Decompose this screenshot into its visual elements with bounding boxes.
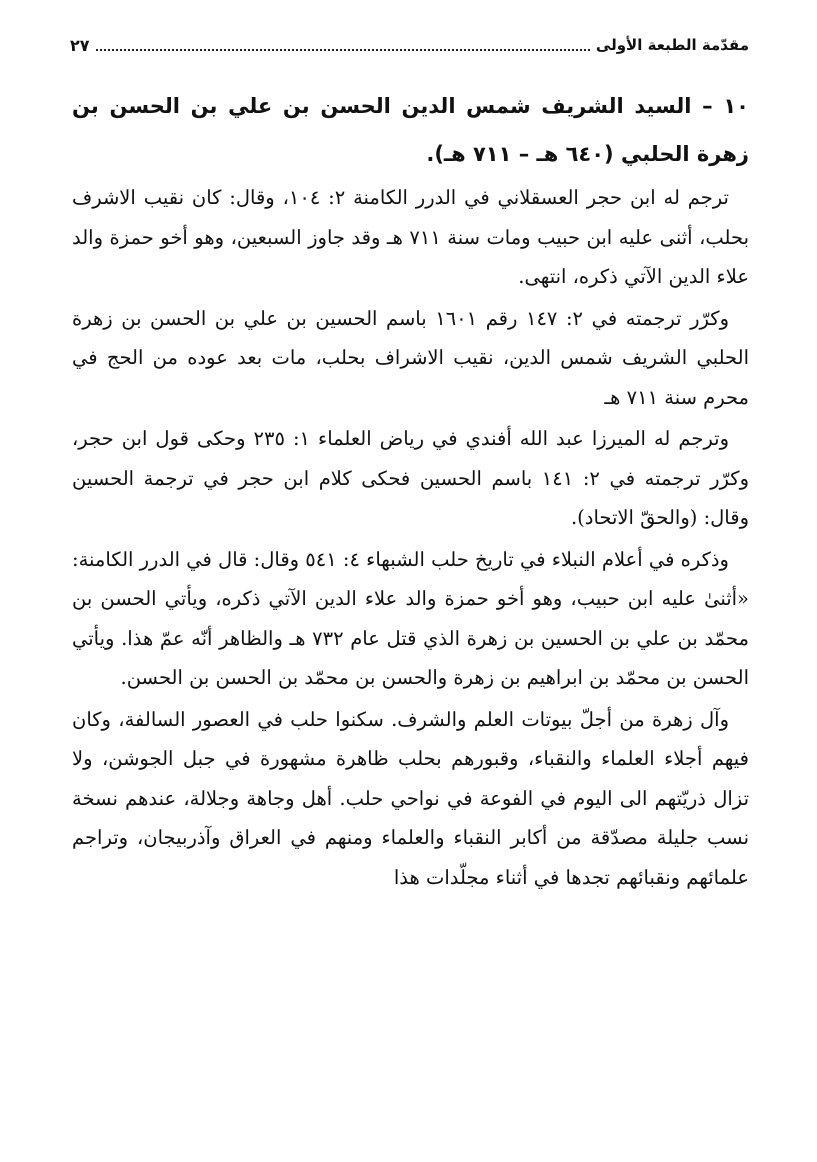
paragraph: وآل زهرة من أجلّ بيوتات العلم والشرف. سكنوا حلب في العصور السالفة، وكان فيهم أجلاء العلماء والنقباء، وقبورهم بحلب ظاهرة مشهورة في جبل الجوشن، ولا تزال ذريّتهم الى اليوم في الفوعة في نواحي حلب. أهل وجاهة وجلالة، عندهم نسخة نسب جليلة مصدّقة من أكابر النقباء والعلماء ومنهم في العراق وآذربيجان، وتراجم علمائهم ونقبائهم تجدها في أثناء مجلّدات هذا: [72, 707, 749, 889]
paragraph: وكرّر ترجمته في ٢: ١٤٧ رقم ١٦٠١ باسم الحسين بن علي بن الحسن بن زهرة الحلبي الشريف شمس الدين، نقيب الاشراف بحلب، مات بعد عوده من الحج في محرم سنة ٧١١ هـ: [72, 306, 749, 409]
running-head: [70, 30, 749, 60]
paragraph: ترجم له ابن حجر العسقلاني في الدرر الكامنة ٢: ١٠٤، وقال: كان نقيب الاشرف بحلب، أثنى عليه ابن حبيب ومات سنة ٧١١ هـ وقد جاوز السبعين، وهو أخو حمزة والد علاء الدين الآتي ذكره، انتهى.: [72, 186, 749, 288]
dot-leader: [96, 39, 590, 51]
page-number: ٢٧: [70, 35, 90, 55]
body-text: [72, 178, 749, 899]
paragraph: وترجم له الميرزا عبد الله أفندي في رياض العلماء ١: ٢٣٥ وحكى قول ابن حجر، وكرّر ترجمته في ٢: ١٤١ باسم الحسين فحكى كلام ابن حجر في ترجمة الحسين وقال: (والحقّ الاتحاد).: [72, 427, 749, 529]
entry-heading: ١٠ – السيد الشريف شمس الدين الحسن بن علي بن الحسن بن زهرة الحلبي (٦٤٠ هـ – ٧١١ هـ).: [72, 94, 749, 166]
paragraph: وذكره في أعلام النبلاء في تاريخ حلب الشبهاء ٤: ٥٤١ وقال: قال في الدرر الكامنة: «أثنىٰ عليه ابن حبيب، وهو أخو حمزة والد علاء الدين الآتي ذكره، ويأتي الحسن بن محمّد بن علي بن الحسين بن زهرة الذي قتل عام ٧٣٢ هـ والظاهر أنّه عمّ هذا. ويأتي الحسن بن محمّد بن ابراهيم بن زهرة والحسن بن محمّد بن الحسن بن الحسن.: [72, 547, 749, 689]
running-head-title: مقدّمة الطبعة الأولى: [595, 36, 749, 54]
